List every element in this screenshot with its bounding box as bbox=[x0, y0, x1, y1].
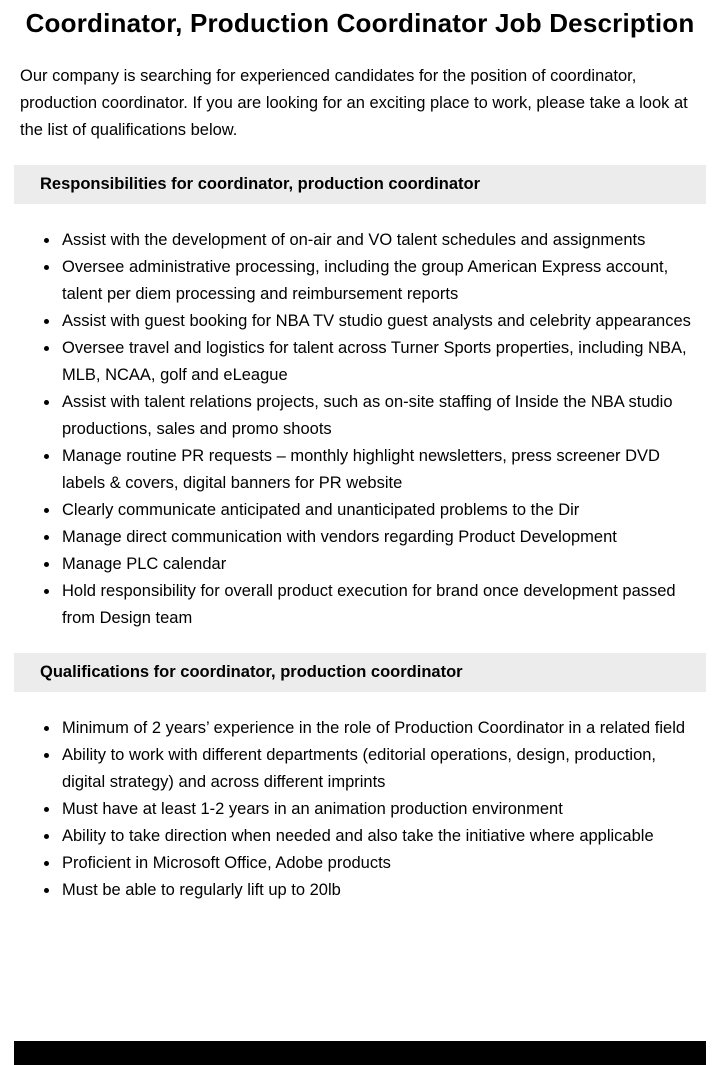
list-item: • Assist with talent relations projects, such as on-site staffing of Inside the NBA studio productions, sales and promo shoots bbox=[60, 389, 700, 443]
qualifications-section-header: Qualifications for coordinator, production coordinator bbox=[14, 653, 706, 692]
list-item: • Oversee administrative processing, including the group American Express account, talent per diem processing and reimbursement reports bbox=[60, 254, 700, 308]
footer-bar bbox=[14, 1041, 706, 1065]
list-item: • Clearly communicate anticipated and unanticipated problems to the Dir bbox=[60, 497, 700, 524]
list-item: • Must be able to regularly lift up to 20lb bbox=[60, 877, 700, 904]
intro-paragraph: Our company is searching for experienced candidates for the position of coordinator, production coordinator. If you are looking for an exciting place to work, please take a look at the list of qualifications below. bbox=[20, 67, 688, 140]
qualifications-list bbox=[20, 715, 700, 904]
list-item: • Proficient in Microsoft Office, Adobe products bbox=[60, 850, 700, 877]
list-item: • Assist with the development of on-air and VO talent schedules and assignments bbox=[60, 227, 700, 254]
list-item: • Manage direct communication with vendors regarding Product Development bbox=[60, 524, 700, 551]
list-item: • Must have at least 1-2 years in an animation production environment bbox=[60, 796, 700, 823]
responsibilities-list bbox=[20, 227, 700, 632]
list-item: • Oversee travel and logistics for talent across Turner Sports properties, including NBA, MLB, NCAA, golf and eLeague bbox=[60, 335, 700, 389]
list-item: • Ability to work with different departments (editorial operations, design, production, digital strategy) and across different imprints bbox=[60, 742, 700, 796]
page-title: Coordinator, Production Coordinator Job Description bbox=[25, 8, 695, 38]
list-item: • Manage routine PR requests – monthly highlight newsletters, press screener DVD labels & covers, digital banners for PR website bbox=[60, 443, 700, 497]
list-item: • Ability to take direction when needed and also take the initiative where applicable bbox=[60, 823, 700, 850]
list-item: • Manage PLC calendar bbox=[60, 551, 700, 578]
list-item: • Hold responsibility for overall product execution for brand once development passed from Design team bbox=[60, 578, 700, 632]
responsibilities-section-header: Responsibilities for coordinator, production coordinator bbox=[14, 165, 706, 204]
list-item: • Minimum of 2 years’ experience in the role of Production Coordinator in a related field bbox=[60, 715, 700, 742]
list-item: • Assist with guest booking for NBA TV studio guest analysts and celebrity appearances bbox=[60, 308, 700, 335]
